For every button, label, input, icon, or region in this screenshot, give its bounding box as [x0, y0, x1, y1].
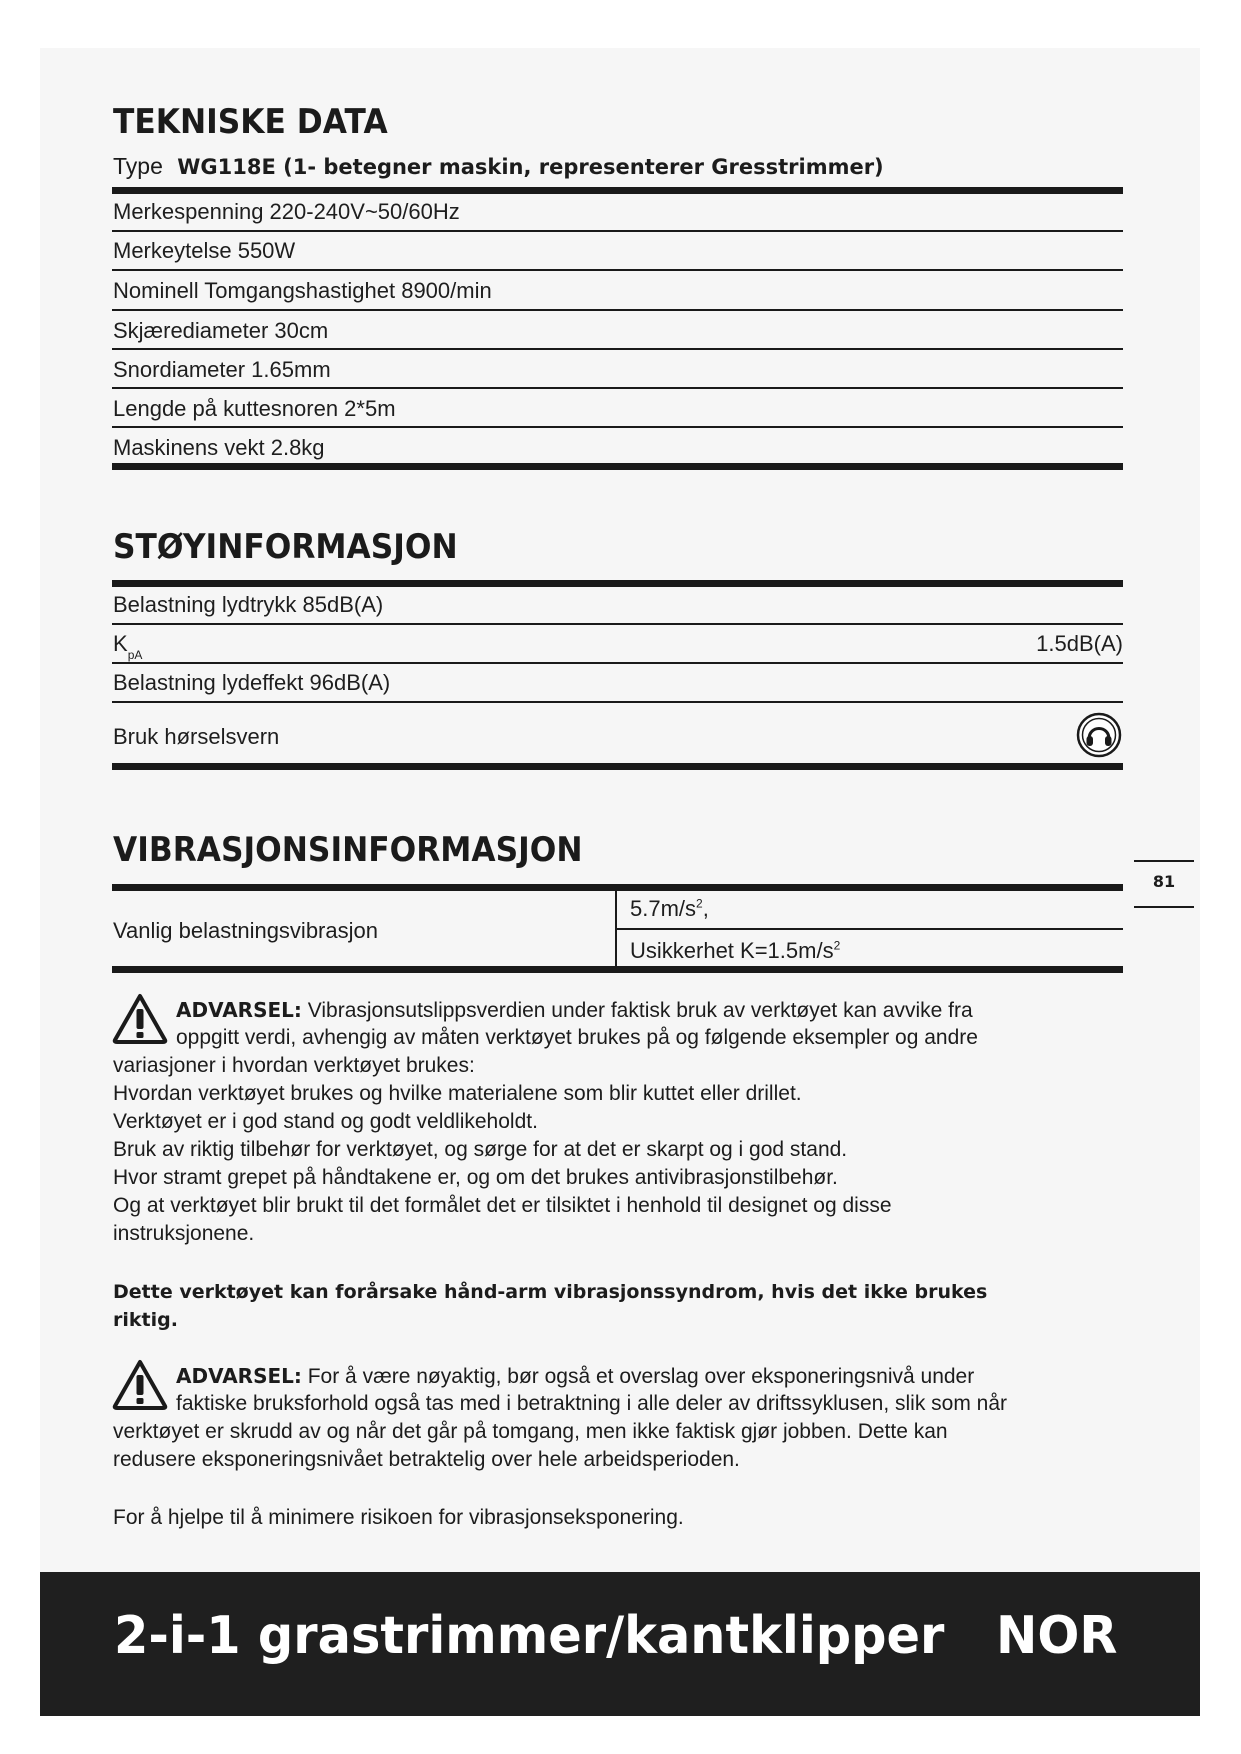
tech-top-rule [112, 187, 1123, 194]
spec-row: Nominell Tomgangshastighet 8900/min [113, 278, 492, 303]
warning1-line1: Vibrasjonsutslippsverdien under faktisk bruk av verktøyet kan avvike fra [301, 999, 973, 1022]
uncertainty-sup: 2 [833, 938, 841, 953]
warning1-item: Og at verktøyet blir brukt til det formålet det er tilsiktet i henhold til designet og disse [113, 1194, 892, 1217]
type-line [113, 153, 884, 180]
hearing-protection-icon [1076, 712, 1122, 758]
row-divider [112, 269, 1123, 271]
warning1-item: instruksjonene. [113, 1222, 255, 1245]
warning2-line4: redusere eksponeringsnivået betraktelig over hele arbeidsperioden. [113, 1448, 740, 1471]
vibration-value [630, 896, 709, 922]
spec-row: Maskinens vekt 2.8kg [113, 435, 325, 460]
warning1-first-line [176, 996, 1116, 1025]
spec-row: Merkeytelse 550W [113, 238, 296, 263]
spec-row: Merkespenning 220-240V~50/60Hz [113, 199, 460, 224]
vibration-value-main: 5.7m/s [630, 896, 697, 921]
warning1-label: ADVARSEL: [176, 998, 302, 1022]
hearing-text: Bruk hørselsvern [113, 724, 280, 749]
warning2-label: ADVARSEL: [176, 1364, 302, 1388]
warning1-item: Hvor stramt grepet på håndtakene er, og om det brukes antivibrasjonstilbehør. [113, 1166, 838, 1189]
warning-icon [111, 1358, 169, 1412]
row-divider [112, 387, 1123, 389]
vibration-label: Vanlig belastningsvibrasjon [113, 918, 378, 943]
type-value: WG118E (1- betegner maskin, representerer Gresstrimmer) [177, 155, 884, 179]
warning1-line2: oppgitt verdi, avhengig av måten verktøyet brukes på og følgende eksempler og andre [176, 1026, 978, 1049]
page-number-rule-bottom [1134, 906, 1194, 908]
footer-product: 2-i-1 grastrimmer/kantklipper [114, 1606, 945, 1666]
warning1-item: Verktøyet er i god stand og godt veldlikeholdt. [113, 1110, 538, 1133]
warning1-line3: variasjoner i hvordan verktøyet brukes: [113, 1054, 475, 1077]
warning2-line1: For å være nøyaktig, bør også et overslag over eksponeringsnivå under [301, 1365, 975, 1388]
page-number: 81 [1152, 872, 1176, 891]
bold-note-line2: riktig. [113, 1309, 178, 1331]
k-label [113, 631, 143, 662]
noise-heading: STØYINFORMASJON [113, 527, 458, 567]
row-divider [112, 701, 1123, 703]
vibration-top-rule [112, 884, 1123, 891]
noise-power: Belastning lydeffekt 96dB(A) [113, 670, 391, 695]
uncertainty-main: Usikkerhet K=1.5m/s [630, 938, 834, 963]
warning1-item: Bruk av riktig tilbehør for verktøyet, og sørge for at det er skarpt og i god stand. [113, 1138, 848, 1161]
warning2-first-line [176, 1362, 1116, 1391]
vibration-value-sup: 2 [696, 896, 703, 911]
row-divider [112, 309, 1123, 311]
vibration-cell-divider [616, 928, 1123, 930]
k-value: 1.5dB(A) [1036, 631, 1123, 656]
vibration-uncertainty [630, 938, 840, 964]
noise-top-rule [112, 580, 1123, 587]
type-label: Type [113, 153, 163, 179]
footer-language: NOR [996, 1606, 1118, 1666]
warning-icon [111, 992, 169, 1046]
bold-note-line1: Dette verktøyet kan forårsake hånd-arm vibrasjonssyndrom, hvis det ikke brukes [113, 1281, 988, 1303]
row-divider [112, 348, 1123, 350]
k-main: K [113, 631, 128, 656]
row-divider [112, 623, 1123, 625]
warning2-line3: verktøyet er skrudd av og når det går på tomgang, men ikke faktisk gjør jobben. Dette kan [113, 1420, 948, 1443]
spec-row: Lengde på kuttesnoren 2*5m [113, 396, 396, 421]
footer-title [114, 1606, 1117, 1666]
spec-row: Skjærediameter 30cm [113, 318, 329, 343]
vibration-heading: VIBRASJONSINFORMASJON [113, 830, 583, 870]
row-divider [112, 426, 1123, 428]
vibration-column-divider [615, 890, 617, 970]
warning1-item: Hvordan verktøyet brukes og hvilke materialene som blir kuttet eller drillet. [113, 1082, 802, 1105]
row-divider [112, 230, 1123, 232]
row-divider [112, 662, 1123, 664]
page-number-rule-top [1134, 860, 1194, 862]
vibration-bottom-rule [112, 966, 1123, 973]
warning2-line2: faktiske bruksforhold også tas med i betraktning i alle deler av driftssyklusen, slik som når [176, 1392, 1008, 1415]
k-sub: pA [127, 648, 143, 662]
spec-row: Snordiameter 1.65mm [113, 357, 331, 382]
footer-banner [40, 1572, 1200, 1716]
vibration-value-tail: , [702, 896, 709, 921]
closing-text: For å hjelpe til å minimere risikoen for vibrasjonseksponering. [113, 1506, 684, 1529]
noise-bottom-rule [112, 763, 1123, 770]
tech-heading: TEKNISKE DATA [113, 102, 388, 142]
tech-bottom-rule [112, 463, 1123, 470]
noise-pressure: Belastning lydtrykk 85dB(A) [113, 592, 384, 617]
